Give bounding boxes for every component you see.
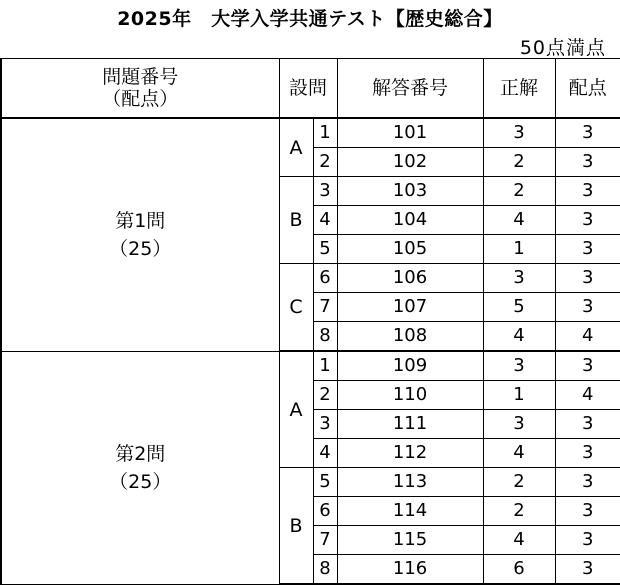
correct-cell: 1 <box>483 381 555 410</box>
question-cell: 2 <box>313 381 337 410</box>
points-header: 配点 <box>555 59 620 119</box>
correct-cell: 4 <box>483 322 555 352</box>
answer-number-cell: 104 <box>337 206 483 235</box>
answer-number-cell: 113 <box>337 468 483 497</box>
table-body <box>1 118 620 584</box>
points-cell: 3 <box>555 206 620 235</box>
answer-number-cell: 108 <box>337 322 483 352</box>
section-cell <box>1 351 279 584</box>
question-cell: 8 <box>313 322 337 352</box>
answer-number-cell: 111 <box>337 410 483 439</box>
points-cell: 3 <box>555 410 620 439</box>
section-cell <box>1 118 279 351</box>
answer-number-cell: 107 <box>337 293 483 322</box>
question-cell: 2 <box>313 148 337 177</box>
page-title: 2025年 大学入学共通テスト【歴史総合】 <box>117 8 503 30</box>
table-header <box>1 59 620 119</box>
question-cell: 6 <box>313 264 337 293</box>
points-cell: 3 <box>555 351 620 381</box>
points-cell: 4 <box>555 381 620 410</box>
answer-number-header: 解答番号 <box>337 59 483 119</box>
points-cell: 3 <box>555 293 620 322</box>
correct-header: 正解 <box>483 59 555 119</box>
table-row <box>1 351 620 381</box>
group-label: C <box>279 264 313 352</box>
correct-cell: 4 <box>483 439 555 468</box>
question-number-header <box>1 59 279 119</box>
answer-number-cell: 112 <box>337 439 483 468</box>
question-cell: 5 <box>313 235 337 264</box>
points-cell: 3 <box>555 439 620 468</box>
points-cell: 3 <box>555 118 620 148</box>
points-cell: 3 <box>555 177 620 206</box>
correct-cell: 3 <box>483 410 555 439</box>
points-cell: 3 <box>555 235 620 264</box>
section-name: 第1問 <box>115 209 166 232</box>
answer-number-cell: 106 <box>337 264 483 293</box>
answer-number-cell: 115 <box>337 526 483 555</box>
question-cell: 5 <box>313 468 337 497</box>
question-cell: 6 <box>313 497 337 526</box>
section-score: （25） <box>109 237 172 260</box>
correct-cell: 2 <box>483 148 555 177</box>
question-cell: 1 <box>313 118 337 148</box>
answer-table <box>0 58 620 585</box>
question-cell: 7 <box>313 293 337 322</box>
question-cell: 7 <box>313 526 337 555</box>
points-cell: 3 <box>555 555 620 585</box>
correct-cell: 4 <box>483 526 555 555</box>
question-cell: 4 <box>313 439 337 468</box>
correct-cell: 2 <box>483 177 555 206</box>
question-cell: 8 <box>313 555 337 585</box>
correct-cell: 2 <box>483 468 555 497</box>
group-label: A <box>279 118 313 177</box>
points-cell: 3 <box>555 148 620 177</box>
correct-cell: 4 <box>483 206 555 235</box>
points-cell: 4 <box>555 322 620 352</box>
answer-number-cell: 105 <box>337 235 483 264</box>
answer-number-cell: 103 <box>337 177 483 206</box>
setsumon-header: 設問 <box>279 59 337 119</box>
question-cell: 3 <box>313 410 337 439</box>
answer-number-cell: 110 <box>337 381 483 410</box>
correct-cell: 3 <box>483 118 555 148</box>
answer-number-cell: 101 <box>337 118 483 148</box>
points-cell: 3 <box>555 497 620 526</box>
points-cell: 3 <box>555 526 620 555</box>
question-cell: 4 <box>313 206 337 235</box>
correct-cell: 5 <box>483 293 555 322</box>
group-label: B <box>279 468 313 585</box>
answer-number-cell: 102 <box>337 148 483 177</box>
answer-number-cell: 109 <box>337 351 483 381</box>
points-cell: 3 <box>555 264 620 293</box>
answer-number-cell: 114 <box>337 497 483 526</box>
table-row <box>1 118 620 148</box>
answer-number-cell: 116 <box>337 555 483 585</box>
total-points-label: 50点満点 <box>519 37 606 59</box>
question-number-header-line2: （配点） <box>102 88 179 110</box>
correct-cell: 2 <box>483 497 555 526</box>
question-cell: 1 <box>313 351 337 381</box>
correct-cell: 3 <box>483 351 555 381</box>
correct-cell: 3 <box>483 264 555 293</box>
question-number-header-line1: 問題番号 <box>102 66 179 88</box>
correct-cell: 1 <box>483 235 555 264</box>
group-label: A <box>279 351 313 468</box>
points-cell: 3 <box>555 468 620 497</box>
correct-cell: 6 <box>483 555 555 585</box>
group-label: B <box>279 177 313 264</box>
question-cell: 3 <box>313 177 337 206</box>
section-name: 第2問 <box>115 442 166 465</box>
section-score: （25） <box>109 470 172 493</box>
